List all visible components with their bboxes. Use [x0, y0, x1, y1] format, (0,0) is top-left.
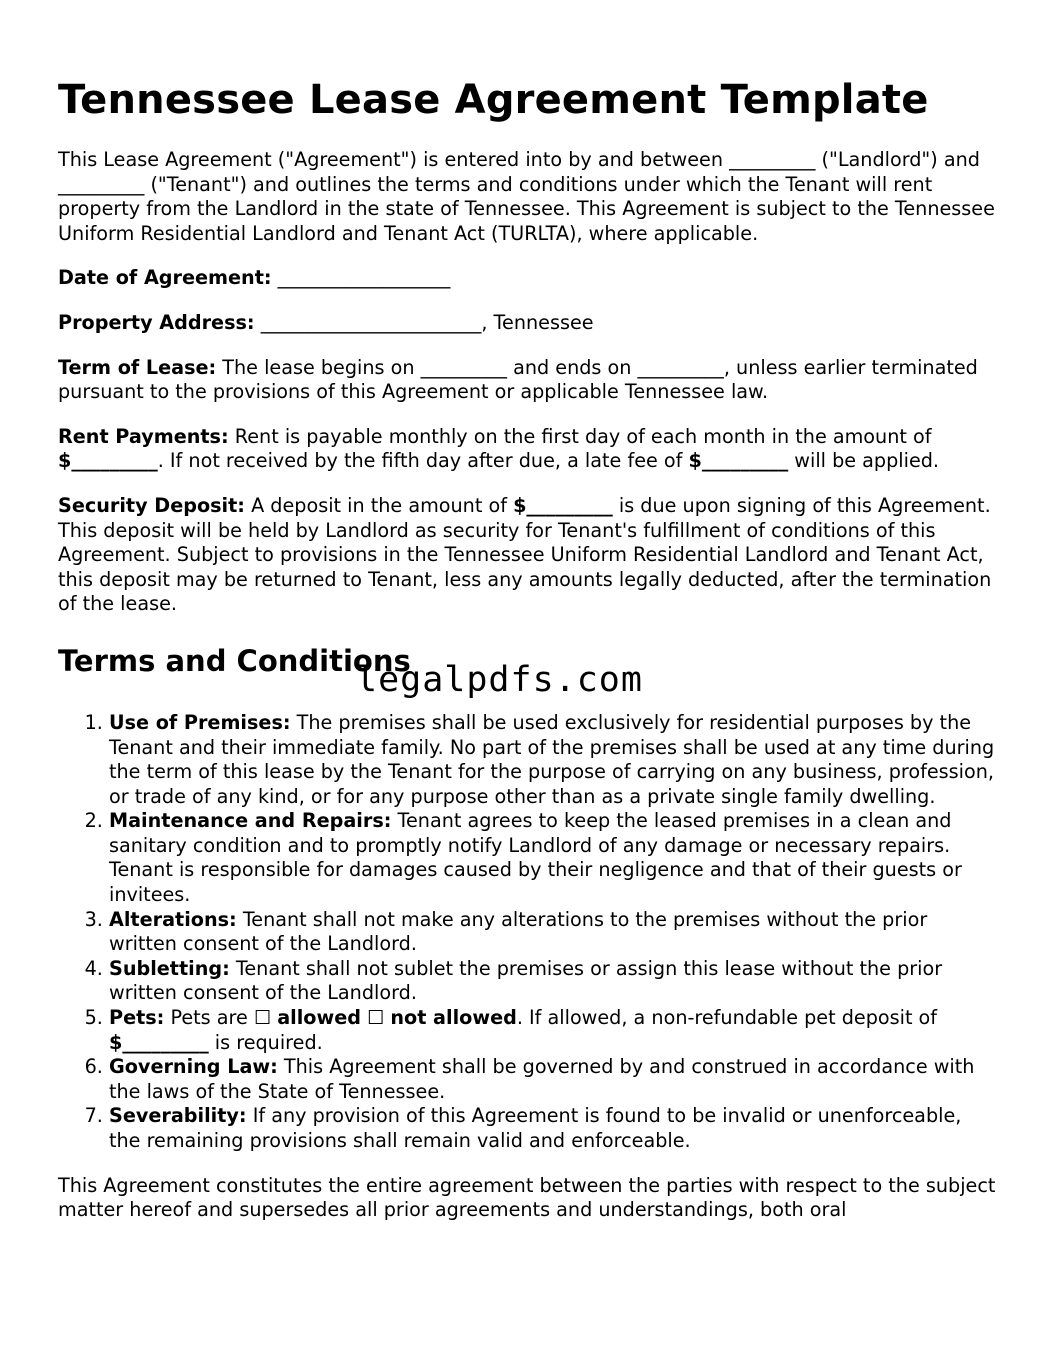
- term-of-lease: [58, 356, 998, 405]
- property-address-label: Property Address:: [58, 310, 255, 334]
- terms-list: [58, 711, 998, 1154]
- term-text: Tenant agrees to keep the leased premises in a clean and sanitary condition and to promptly notify Landlord of any damage or necessary repairs. Tenant is responsible for damages caused by their negligence and that of their guests or invitees.: [109, 809, 962, 907]
- rent-payments: [58, 425, 998, 474]
- pets-not-allowed-option: not allowed: [390, 1006, 517, 1030]
- term-item-governing-law: [109, 1055, 998, 1104]
- closing-paragraph: This Agreement constitutes the entire agreement between the parties with respect to the subject matter hereof and supersedes all prior agreements and understandings, both oral: [58, 1173, 996, 1222]
- rent-payments-label: Rent Payments:: [58, 424, 229, 448]
- term-of-lease-text: The lease begins on _________ and ends on _________, unless earlier terminated pursuant to the provisions of this Agreement or applicable Tennessee law.: [58, 355, 978, 404]
- term-label: Pets:: [109, 1006, 165, 1030]
- security-deposit-text-2: is due upon signing of this Agreement. This deposit will be held by Landlord as security for Tenant's fulfillment of conditions of this Agreement. Subject to provisions in the Tennessee Uniform Residential Landlord and Tenant Act, this deposit may be returned to Tenant, less any amounts legally deducted, after the termination of the lease.: [58, 493, 992, 616]
- date-of-agreement-label: Date of Agreement:: [58, 266, 272, 290]
- document-page: [58, 74, 998, 1243]
- term-item-use-of-premises: [109, 711, 998, 809]
- term-label: Governing Law:: [109, 1055, 278, 1079]
- security-deposit: [58, 494, 998, 617]
- term-item-severability: [109, 1104, 998, 1153]
- term-of-lease-label: Term of Lease:: [58, 355, 217, 379]
- security-deposit-text-1: A deposit in the amount of: [244, 493, 514, 517]
- term-item-pets: [109, 1006, 998, 1055]
- watermark: legalpdfs.com: [356, 660, 643, 700]
- pets-text-mid: ☐: [360, 1006, 391, 1030]
- rent-payments-text-2: . If not received by the fifth day after due, a late fee of: [157, 449, 689, 473]
- pets-allowed-option: allowed: [277, 1006, 361, 1030]
- date-of-agreement-blank: __________________: [271, 266, 451, 290]
- terms-heading: Terms and Conditions: [58, 643, 411, 678]
- rent-amount-blank: $_________: [58, 449, 158, 473]
- security-deposit-label: Security Deposit:: [58, 493, 245, 517]
- term-text: If any provision of this Agreement is found to be invalid or unenforceable, the remaining provisions shall remain valid and enforceable.: [109, 1104, 962, 1152]
- term-label: Subletting:: [109, 956, 230, 980]
- intro-paragraph: This Lease Agreement ("Agreement") is entered into by and between _________ ("Landlord") and _________ ("Tenant") and outlines the terms and conditions under which the Tenant will rent property from the Landlord in the state of Tennessee. This Agreement is subject to the Tennessee Uniform Residential Landlord and Tenant Act (TURLTA), where applicable.: [58, 148, 995, 245]
- term-label: Use of Premises:: [109, 710, 291, 734]
- term-text: Tenant shall not sublet the premises or assign this lease without the prior written consent of the Landlord.: [109, 956, 943, 1005]
- rent-payments-text-3: will be applied.: [788, 449, 940, 473]
- term-text: This Agreement shall be governed by and construed in accordance with the laws of the State of Tennessee.: [109, 1055, 975, 1103]
- property-address-blank: _______________________: [254, 310, 482, 334]
- pets-text-end: is required.: [208, 1030, 323, 1054]
- rent-payments-text-1: Rent is payable monthly on the first day of each month in the amount of: [228, 424, 932, 448]
- term-item-subletting: [109, 957, 998, 1006]
- term-item-alterations: [109, 908, 998, 957]
- pets-text-pre: Pets are ☐: [164, 1006, 278, 1030]
- term-item-maintenance: [109, 809, 998, 907]
- pets-text-post: . If allowed, a non-refundable pet deposit of: [516, 1006, 938, 1030]
- term-text: Tenant shall not make any alterations to the premises without the prior written consent of the Landlord.: [109, 907, 928, 956]
- document-title: Tennessee Lease Agreement Template: [58, 77, 929, 123]
- term-label: Alterations:: [109, 907, 237, 931]
- term-text: The premises shall be used exclusively for residential purposes by the Tenant and their immediate family. No part of the premises shall be used at any time during the term of this lease by the Tenant for the purpose of carrying on any business, profession, or trade of any kind, or for any purpose other than as a private single family dwelling.: [109, 710, 995, 808]
- property-address-suffix: , Tennessee: [481, 310, 594, 334]
- late-fee-blank: $_________: [688, 449, 789, 473]
- pet-deposit-blank: $_________: [109, 1030, 209, 1054]
- date-of-agreement: [58, 266, 998, 291]
- property-address: [58, 311, 998, 336]
- deposit-amount-blank: $_________: [513, 493, 613, 517]
- term-label: Severability:: [109, 1104, 247, 1128]
- term-label: Maintenance and Repairs:: [109, 809, 392, 833]
